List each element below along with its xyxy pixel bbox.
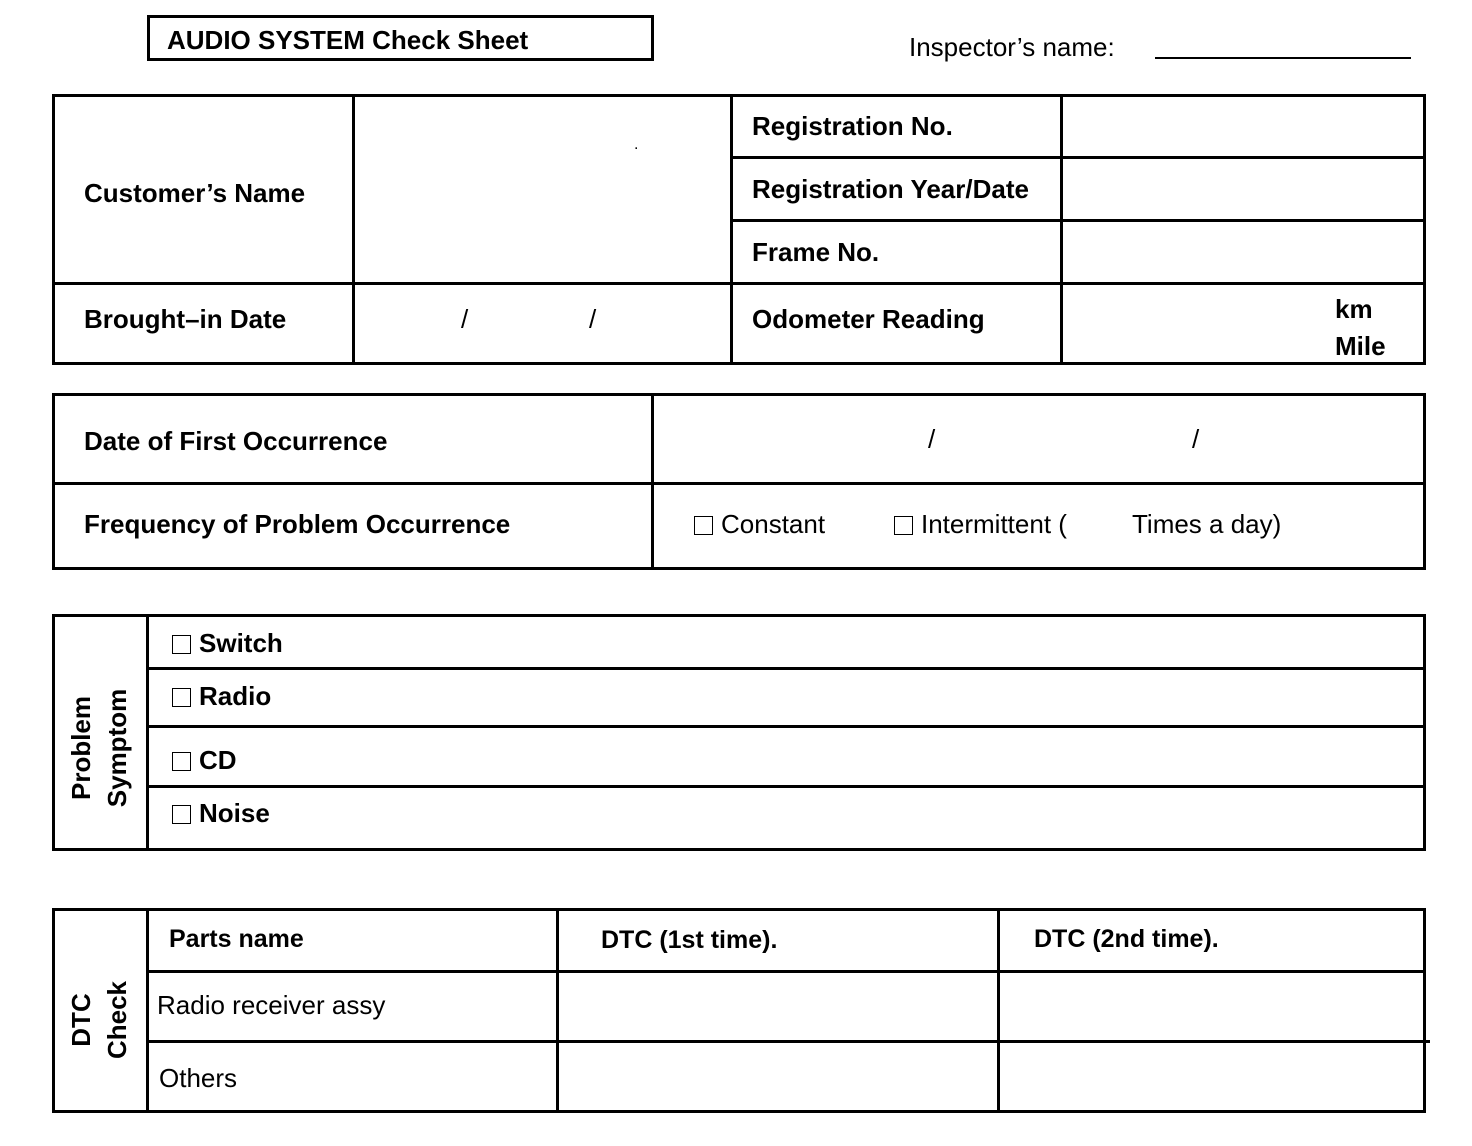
divider — [146, 725, 1426, 728]
date-separator: / — [461, 304, 469, 334]
symptom-label: Switch — [199, 628, 283, 658]
date-separator: / — [928, 424, 936, 454]
header-dtc-1st: DTC (1st time). — [601, 926, 778, 954]
registration-no-field[interactable] — [1064, 98, 1422, 155]
side-label-line: Problem — [66, 695, 96, 801]
inspector-underline — [1155, 57, 1411, 59]
checkbox[interactable] — [172, 752, 191, 771]
symptom-noise[interactable] — [172, 798, 270, 829]
symptom-label: CD — [199, 745, 237, 775]
divider — [997, 908, 1000, 1113]
side-label-line: Check — [102, 980, 132, 1060]
odometer-label: Odometer Reading — [752, 304, 985, 334]
divider — [730, 156, 1425, 159]
divider — [146, 1040, 1430, 1043]
customer-name-label: Customer’s Name — [84, 178, 306, 208]
divider — [146, 908, 149, 1113]
side-label-line: DTC — [66, 993, 96, 1047]
registration-no-label: Registration No. — [752, 111, 953, 141]
frequency-label: Frequency of Problem Occurrence — [84, 509, 511, 539]
inspector-label: Inspector’s name: — [909, 32, 1115, 62]
row-others: Others — [159, 1063, 238, 1093]
first-occurrence-label: Date of First Occurrence — [84, 426, 388, 456]
dtc-1st-others-field[interactable] — [560, 1044, 996, 1110]
intermittent-label: Intermittent ( — [921, 509, 1067, 539]
checkbox[interactable] — [172, 805, 191, 824]
times-per-day-field[interactable] — [1085, 504, 1127, 542]
intermittent-option[interactable] — [894, 509, 1067, 540]
brought-in-date-field[interactable] — [356, 286, 728, 362]
frame-no-label: Frame No. — [752, 237, 880, 267]
checkbox[interactable] — [694, 516, 713, 535]
dtc-2nd-others-field[interactable] — [1001, 1044, 1422, 1110]
problem-symptom-side-label — [63, 683, 135, 813]
header-dtc-2nd: DTC (2nd time). — [1034, 925, 1219, 953]
divider — [730, 94, 733, 365]
divider — [146, 667, 1426, 670]
header-parts-name: Parts name — [169, 925, 304, 953]
divider — [730, 219, 1425, 222]
row-radio-receiver: Radio receiver assy — [157, 990, 386, 1020]
divider — [52, 482, 1426, 485]
divider — [146, 614, 149, 851]
divider — [556, 908, 559, 1113]
date-separator: / — [1192, 424, 1200, 454]
date-separator: / — [589, 304, 597, 334]
constant-label: Constant — [721, 509, 826, 539]
unit-km: km — [1335, 294, 1373, 324]
checkbox[interactable] — [172, 635, 191, 654]
divider — [1060, 94, 1063, 365]
unit-mile: Mile — [1335, 331, 1386, 361]
registration-year-label: Registration Year/Date — [752, 174, 1029, 204]
stray-dot: . — [634, 136, 639, 153]
brought-in-label: Brought–in Date — [84, 304, 287, 334]
dtc-check-side-label — [63, 965, 135, 1075]
odometer-field[interactable] — [1064, 286, 1329, 362]
side-label-line: Symptom — [102, 688, 132, 808]
constant-option[interactable] — [694, 509, 825, 540]
checkbox[interactable] — [172, 688, 191, 707]
dtc-1st-radio-field[interactable] — [560, 974, 996, 1039]
symptom-label: Radio — [199, 681, 272, 711]
times-a-day-label: Times a day) — [1132, 509, 1282, 539]
symptom-label: Noise — [199, 798, 270, 828]
frame-no-field[interactable] — [1064, 223, 1422, 281]
customer-name-field[interactable] — [356, 98, 728, 281]
symptom-switch[interactable] — [172, 628, 283, 659]
divider — [146, 970, 1426, 973]
symptom-cd[interactable] — [172, 745, 237, 776]
page-title: AUDIO SYSTEM Check Sheet — [167, 25, 529, 55]
inspector-name-field[interactable] — [1155, 28, 1411, 58]
divider — [352, 94, 355, 365]
first-occurrence-field[interactable] — [655, 397, 1422, 481]
registration-year-field[interactable] — [1064, 160, 1422, 218]
dtc-2nd-radio-field[interactable] — [1001, 974, 1422, 1039]
divider — [52, 282, 1426, 285]
symptom-radio[interactable] — [172, 681, 271, 712]
checkbox[interactable] — [894, 516, 913, 535]
divider — [146, 785, 1426, 788]
